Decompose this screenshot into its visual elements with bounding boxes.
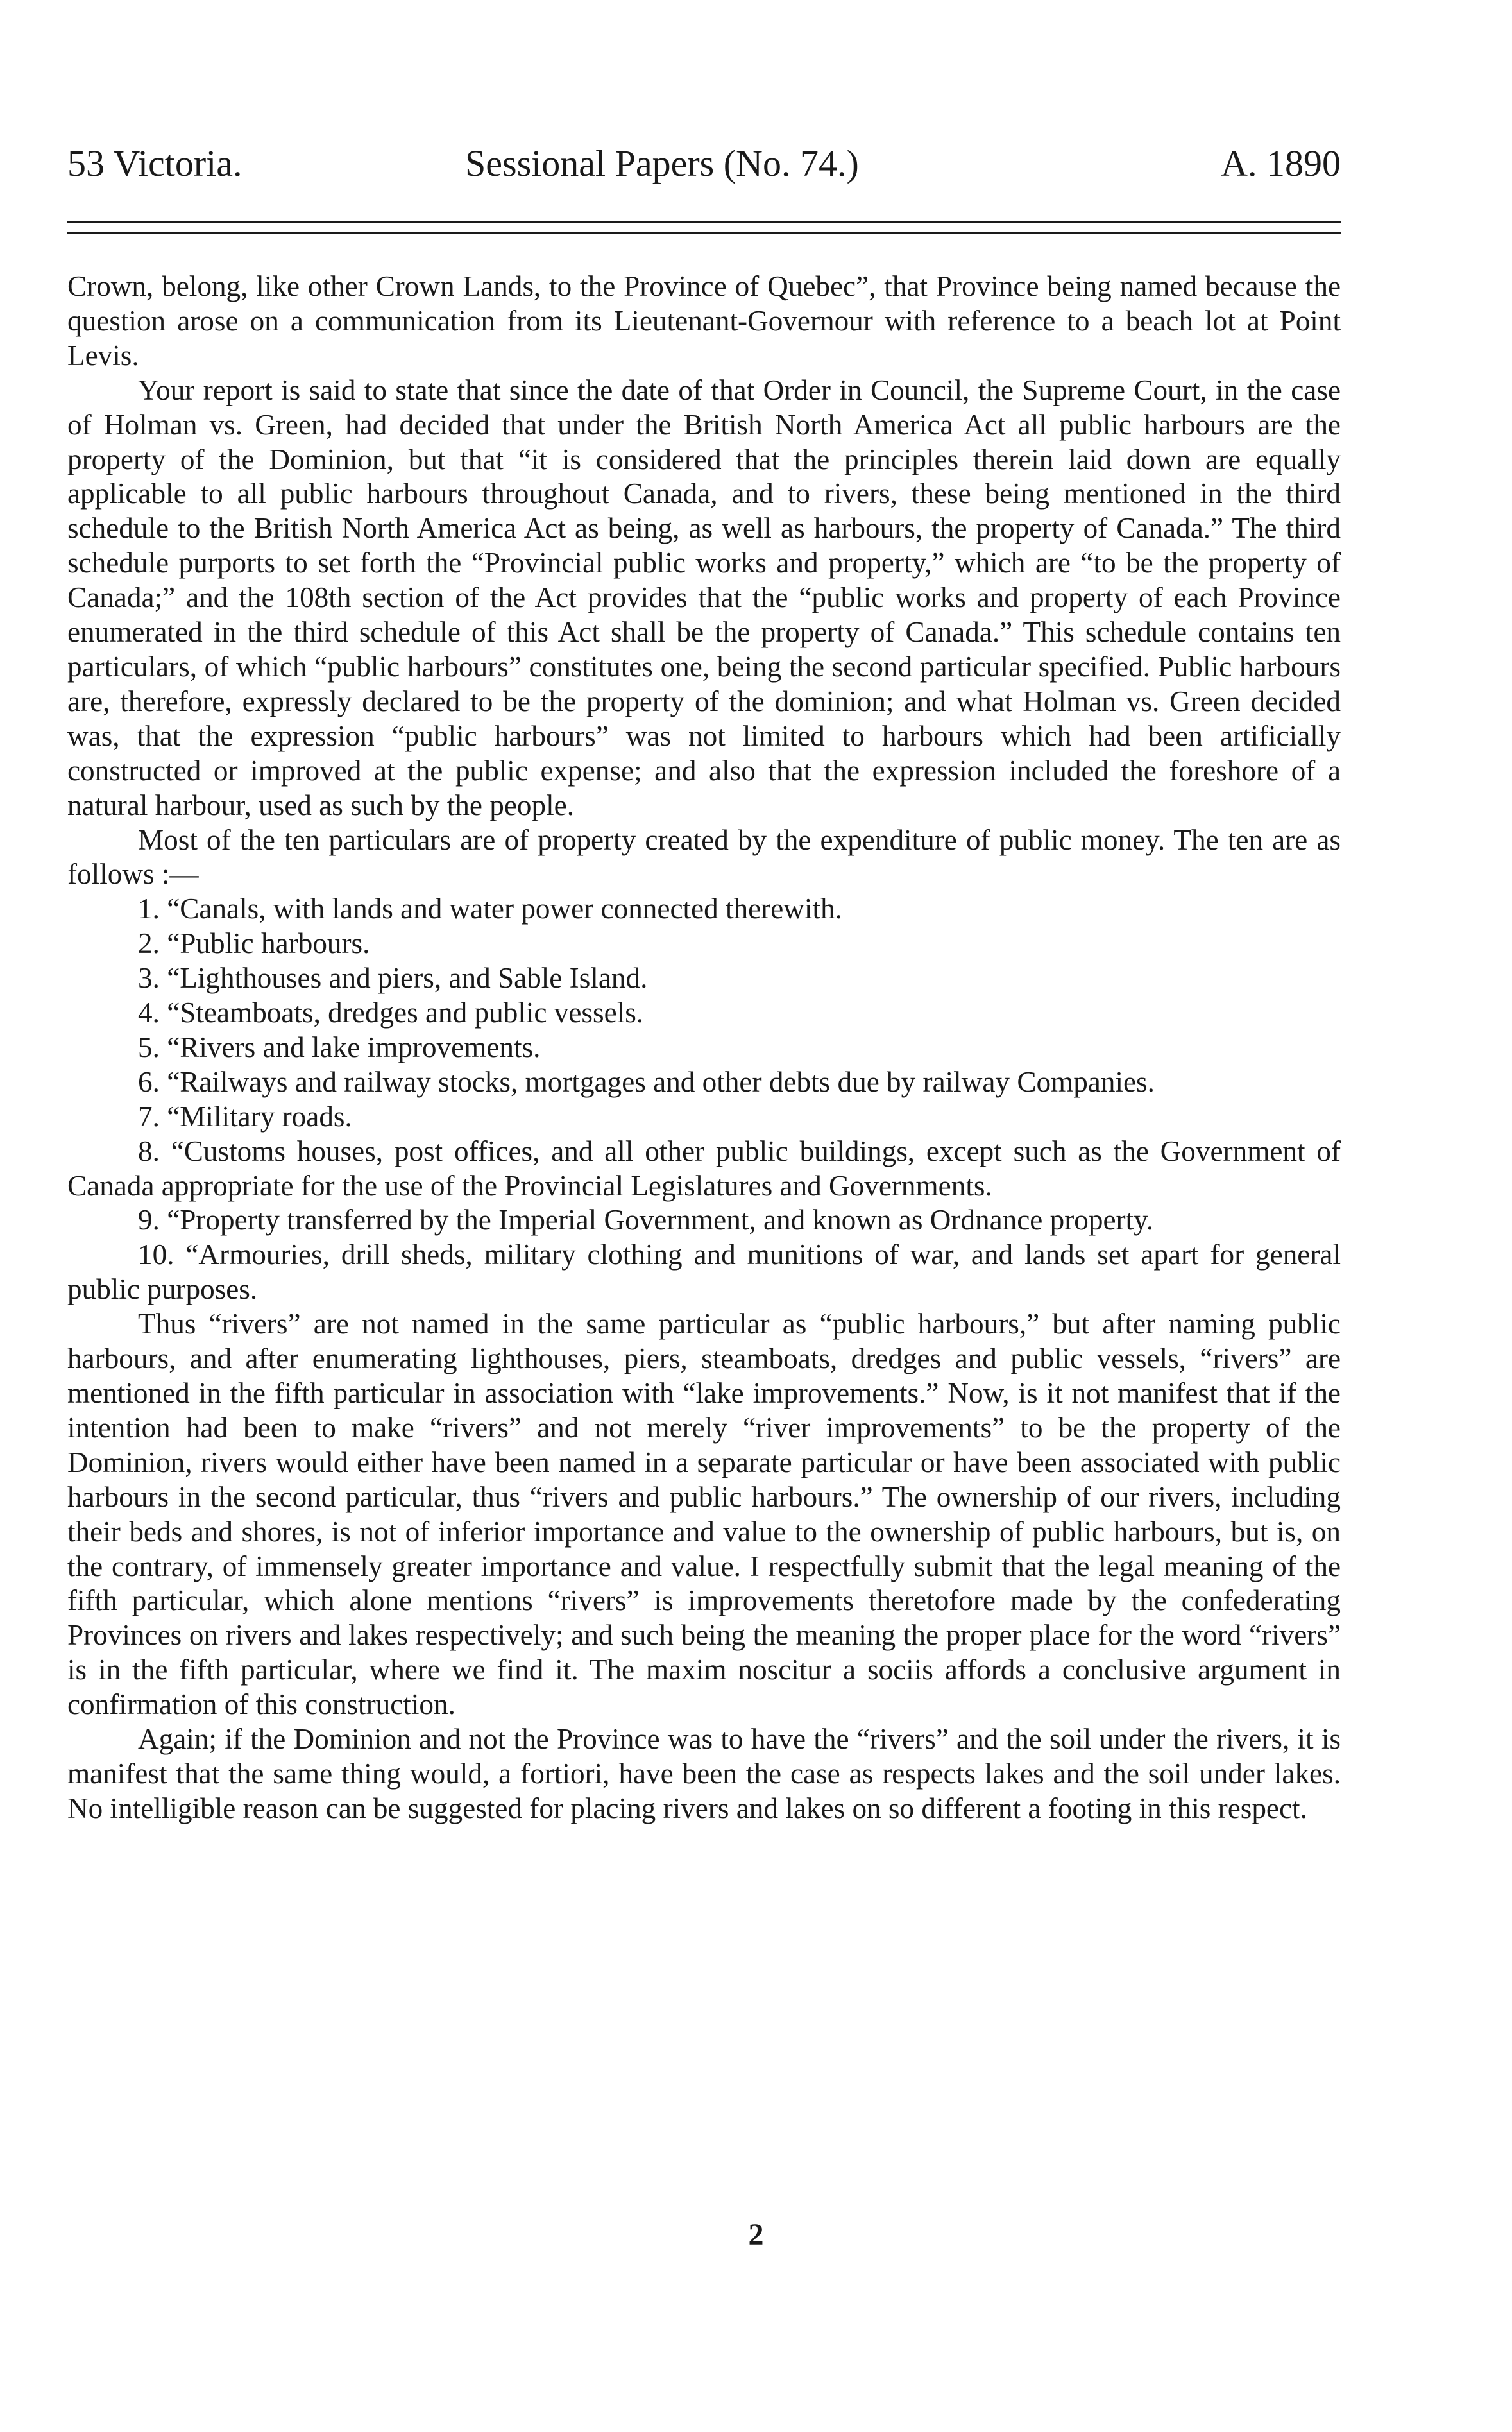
header-year: A. 1890 [1221,142,1341,184]
paragraph-rivers-argument: Thus “rivers” are not named in the same particular as “public harbours,” but after naming public harbours, and after enumerating lighthouses, piers, steamboats, dredges and public vessels, “rivers” are mentioned in the fifth particular in association with “lake improvements.” Now, is it not manifest that if the intention had been to make “rivers” and not merely “river improvements” to be the property of the Dominion, rivers would either have been named in a separate particular or have been associated with public harbours in the second particular, thus “rivers and public harbours.” The ownership of our rivers, including their beds and shores, is not of inferior importance and value to the ownership of public harbours, but is, on the contrary, of immensely greater importance and value. I respectfully submit that the legal meaning of the fifth particular, which alone mentions “rivers” is improvements theretofore made by the confederating Provinces on rivers and lakes respectively; and such being the meaning the proper place for the word “rivers” is in the fifth particular, where we find it. The maxim noscitur a sociis affords a conclusive argument in confirmation of this construction. [67,1308,1341,1721]
paragraph-particulars-intro: Most of the ten particulars are of property created by the expenditure of public money. The ten are as follows :— [67,823,1341,891]
paragraph-report: Your report is said to state that since the date of that Order in Council, the Supreme Court, in the case of Holman vs. Green, had decided that under the British North America Act all public harbours are the property of the Dominion, but that “it is considered that the principles therein laid down are equally applicable to all public harbours throughout Canada, and to rivers, these being mentioned in the third schedule to the British North America Act as being, as well as harbours, the property of Canada.” The third schedule purports to set forth the “Provincial public works and property,” which are “to be the property of Canada;” and the 108th section of the Act provides that the “public works and property of each Province enumerated in the third schedule of this Act shall be the property of Canada.” This schedule contains ten particulars, of which “public harbours” constitutes one, being the second particular specified. Public harbours are, therefore, expressly declared to be the property of the dominion; and what Holman vs. Green decided was, that the expression “public harbours” was not limited to harbours which had been artificially constructed or improved at the public expense; and also that the expression included the foreshore of a natural harbour, used as such by the people. [67,373,1341,821]
list-item: 8. “Customs houses, post offices, and all other public buildings, except such as the Government of Canada appropriate for the use of the Provincial Legislatures and Governments. [67,1135,1341,1202]
list-item: 3. “Lighthouses and piers, and Sable Island. [138,962,648,995]
list-item: 10. “Armouries, drill sheds, military clothing and munitions of war, and lands set apart for general public purposes. [67,1238,1341,1306]
running-header [67,138,1341,189]
paragraph-lakes-argument: Again; if the Dominion and not the Province was to have the “rivers” and the soil under the rivers, it is manifest that the same thing would, a fortiori, have been the case as respects lakes and the soil under lakes. No intelligible reason can be suggested for placing rivers and lakes on so different a footing in this respect. [67,1723,1341,1824]
list-item: 7. “Military roads. [138,1100,352,1133]
header-title: Sessional Papers (No. 74.) [465,142,859,184]
list-item: 1. “Canals, with lands and water power connected therewith. [138,893,842,925]
list-item: 9. “Property transferred by the Imperial Government, and known as Ordnance property. [138,1204,1154,1237]
list-item: 2. “Public harbours. [138,927,370,960]
paragraph-continuation: Crown, belong, like other Crown Lands, to the Province of Quebec”, that Province being named because the question arose on a communication from its Lieutenant-Governour with reference to a beach lot at Point Levis. [67,270,1341,372]
header-rule-bottom [67,232,1341,234]
page-number: 2 [748,2218,764,2252]
list-item: 4. “Steamboats, dredges and public vessels. [138,997,644,1029]
list-item: 5. “Rivers and lake improvements. [138,1031,541,1063]
header-rule-top [67,221,1341,223]
list-item: 6. “Railways and railway stocks, mortgages and other debts due by railway Companies. [138,1065,1155,1098]
body-text [67,270,1341,1826]
header-session: 53 Victoria. [67,142,242,184]
